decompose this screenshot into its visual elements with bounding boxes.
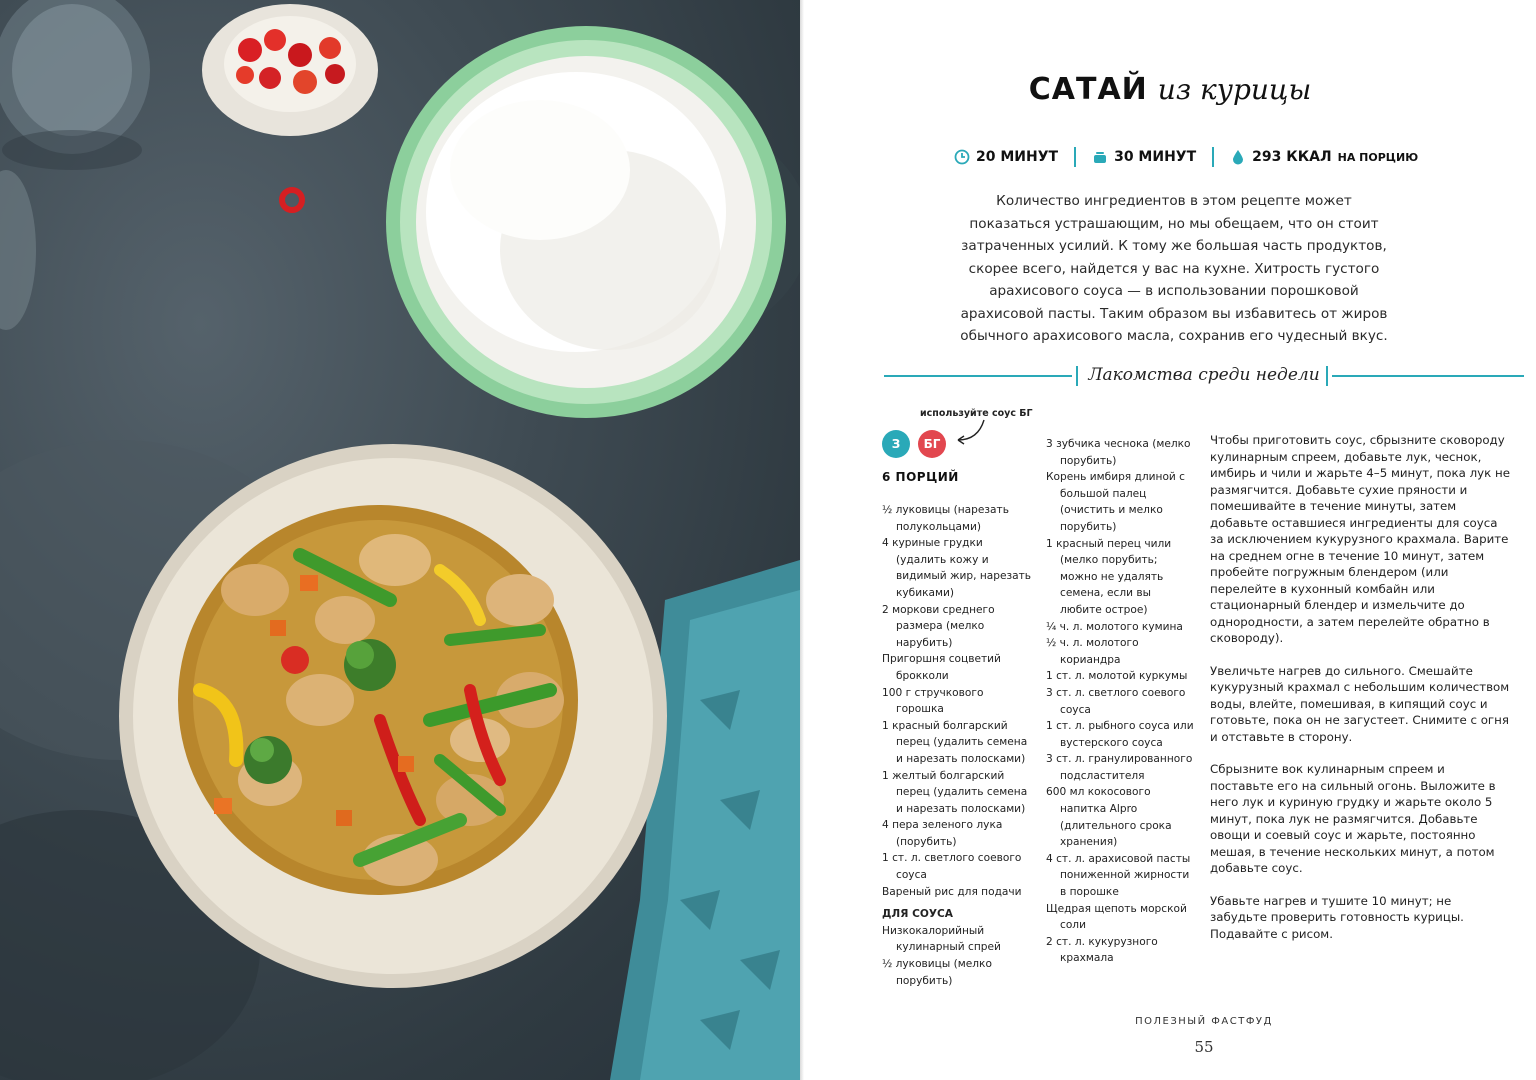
ingredient-item: 1 ст. л. молотой куркумы bbox=[1046, 670, 1188, 683]
ingredient-item: 1 желтый болгарский перец (удалить семена и нарезать полосками) bbox=[882, 769, 1028, 815]
ingredient-item: ½ луковицы (нарезать полукольцами) bbox=[882, 504, 1009, 533]
ingredient-item: 1 красный болгарский перец (удалить семена и нарезать полосками) bbox=[882, 719, 1028, 765]
recipe-title-script: из курицы bbox=[1157, 73, 1312, 106]
ingredient-item: ½ луковицы (мелко порубить) bbox=[882, 958, 992, 987]
ingredient-item: 1 красный перец чили (мелко порубить; можно не удалять семена, если вы любите острое) bbox=[1046, 537, 1172, 616]
ingredient-item: 2 ст. л. кукурузного крахмала bbox=[1046, 935, 1158, 965]
curry-plate bbox=[119, 444, 667, 988]
ingredient-item: Корень имбиря длиной с большой палец (очистить и мелко порубить) bbox=[1046, 471, 1186, 533]
calories bbox=[1230, 149, 1418, 165]
method-step: Увеличьте нагрев до сильного. Смешайте кукурузный крахмал с небольшим количеством воды, влейте, помешивая, в кипящий соус и готовьте, пока он не загустеет. Снимите с огня и отставьте в сторону. bbox=[1210, 663, 1510, 744]
water-glass bbox=[0, 0, 150, 170]
method-step: Убавьте нагрев и тушите 10 минут; не забудьте проверить готовность курицы. Подавайте с рисом. bbox=[1210, 893, 1464, 941]
ingredients-column-2 bbox=[1046, 436, 1196, 967]
sauce-heading: ДЛЯ СОУСА bbox=[882, 908, 954, 921]
ingredient-item: 3 ст. л. светлого соевого соуса bbox=[1046, 686, 1186, 716]
diet-badges bbox=[882, 430, 1002, 460]
ingredient-item: 4 ст. л. арахисовой пасты пониженной жирности в порошке bbox=[1046, 852, 1191, 899]
method-step: Сбрызните вок кулинарным спреем и поставьте его на сильный огонь. Выложите в него лук и куриную грудку и жарьте около 5 минут, пока лук не размягчится. Добавьте овощи и соевый соус и жарьте, постоянно мешая, в течение нескольких минут, а потом добавьте соус. bbox=[1210, 762, 1496, 875]
section-label: Лакомства среди недели bbox=[1088, 365, 1320, 385]
method-column bbox=[1210, 432, 1510, 958]
ingredient-item: 4 куриные грудки (удалить кожу и видимый жир, нарезать кубиками) bbox=[882, 537, 1032, 599]
clock-icon bbox=[954, 149, 970, 165]
cook-time bbox=[1092, 149, 1196, 165]
pot-icon bbox=[1092, 149, 1108, 165]
ingredient-item: Низкокалорийный кулинарный спрей bbox=[882, 924, 1001, 954]
badge-z: З bbox=[882, 430, 910, 458]
ingredient-item: 3 ст. л. гранулированного подсластителя bbox=[1046, 753, 1193, 782]
ingredient-item: Вареный рис для подачи bbox=[882, 885, 1022, 898]
ingredient-item: 1 ст. л. светлого соевого соуса bbox=[882, 852, 1022, 882]
ingredient-item: ¼ ч. л. молотого кумина bbox=[1046, 620, 1183, 633]
running-footer: ПОЛЕЗНЫЙ ФАСТФУД bbox=[1135, 1016, 1273, 1027]
ingredient-item: ½ ч. л. молотого кориандра bbox=[1046, 637, 1139, 666]
badge-bg: БГ bbox=[918, 430, 946, 458]
cook-time-label: 30 МИНУТ bbox=[1114, 149, 1197, 165]
drop-icon bbox=[1230, 149, 1246, 165]
ingredient-item: 2 моркови среднего размера (мелко нарубить) bbox=[882, 603, 995, 649]
prep-time-label: 20 МИНУТ bbox=[976, 149, 1059, 165]
recipe-intro: Количество ингредиентов в этом рецепте может показаться устрашающим, но мы обещаем, что он стоит затраченных усилий. К тому же большая часть продуктов, скорее всего, найдется у вас на кухне. Хитрость густого арахисового соуса — в использовании порошковой арахисовой пасты. Таким образом вы избавитесь от жиров обычного арахисового масла, сохранив его чудесный вкус. bbox=[960, 193, 1388, 344]
page-number: 55 bbox=[1194, 1038, 1214, 1056]
sauce-hint: используйте соус БГ bbox=[920, 408, 1033, 419]
ingredient-item: Щедрая щепоть морской соли bbox=[1046, 902, 1187, 932]
ingredient-item: Пригоршня соцветий брокколи bbox=[882, 653, 1001, 682]
meta-separator bbox=[1074, 147, 1076, 167]
recipe-meta bbox=[954, 144, 1454, 170]
meta-separator bbox=[1212, 147, 1214, 167]
recipe-title bbox=[804, 72, 1536, 107]
ingredients-column-1 bbox=[882, 502, 1032, 989]
ingredient-item: 4 пера зеленого лука (порубить) bbox=[882, 819, 1003, 848]
ingredient-item: 600 мл кокосового напитка Alpro (длительного срока хранения) bbox=[1046, 786, 1172, 849]
section-divider bbox=[884, 362, 1524, 390]
ingredient-item: 1 ст. л. рыбного соуса или вустерского соуса bbox=[1046, 720, 1194, 749]
calories-label: 293 ККАЛ bbox=[1252, 149, 1332, 165]
servings: 6 ПОРЦИЙ bbox=[882, 470, 959, 484]
ingredient-item: 3 зубчика чеснока (мелко порубить) bbox=[1046, 438, 1191, 467]
calories-suffix: НА ПОРЦИЮ bbox=[1337, 150, 1419, 164]
recipe-title-main: САТАЙ bbox=[1028, 72, 1148, 107]
chili-bowl bbox=[202, 4, 378, 136]
recipe-page bbox=[804, 0, 1536, 1080]
method-step: Чтобы приготовить соус, сбрызните сковороду кулинарным спреем, добавьте лук, чеснок, имбирь и чили и жарьте 4–5 минут, пока лук не размягчится. Добавьте сухие пряности и помешивайте в течение минуты, затем добавьте оставшиеся ингредиенты для соуса за исключением кукурузного крахмала. Варите на среднем огне в течение 10 минут, затем пробейте погружным блендером (или перелейте в кухонный комбайн или стационарный блендер и измельчите до однородности, а затем перелейте обратно в сковороду). bbox=[1210, 433, 1510, 645]
ingredient-item: 100 г стручкового горошка bbox=[882, 686, 984, 716]
prep-time bbox=[954, 149, 1058, 165]
rice-bowl bbox=[386, 26, 786, 418]
